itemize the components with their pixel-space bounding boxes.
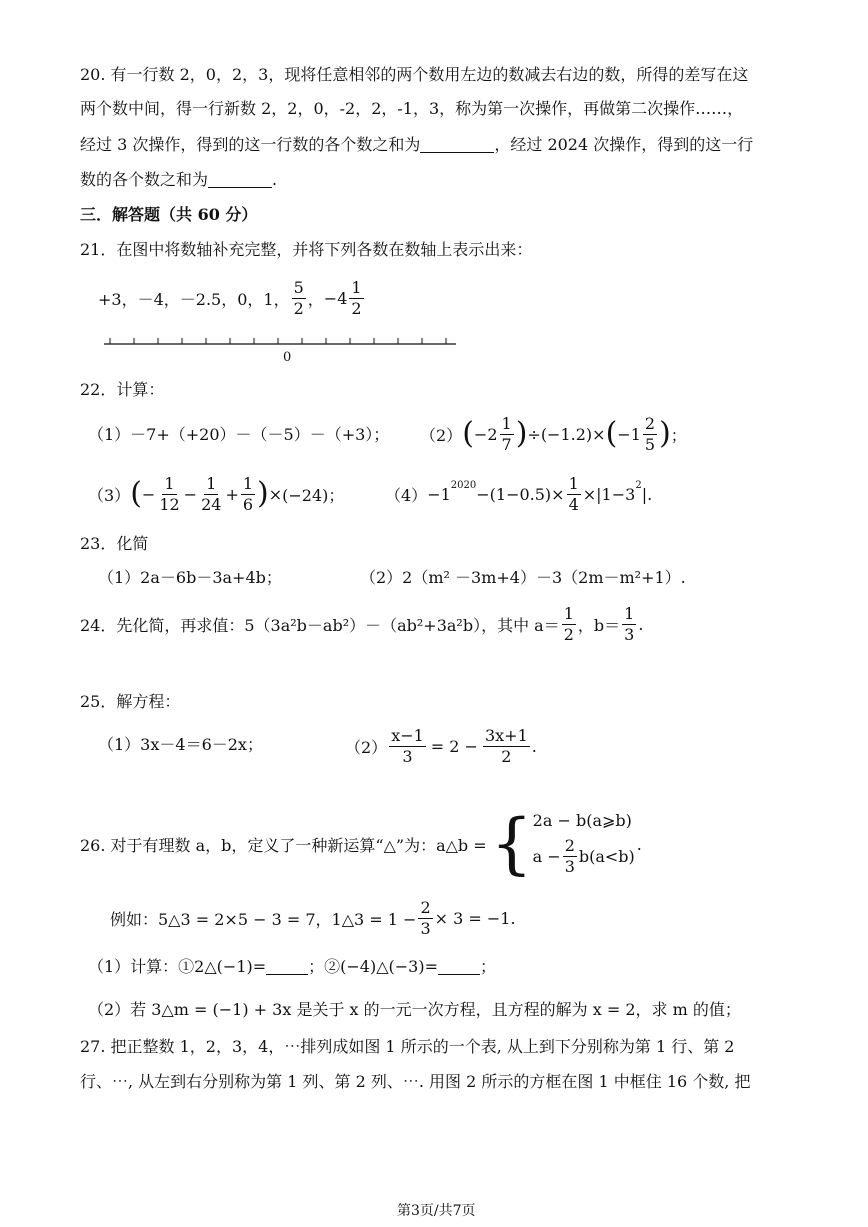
answer-blank-3[interactable] [266,956,308,975]
q22-part3: （3） ( − $\frac{1}{12}$ − $\frac{1}{24}$ + $\frac{1}{6}$ ) × (−24)； [88,473,345,514]
q23-part2: （2）2（m² －3m+4）－3（2m－m²+1）. [360,568,686,587]
q20-line4: 数的各个数之和为 . [80,170,278,189]
q23-title: 23．化简 [80,534,149,553]
q20-line2: 两个数中间，得一行新数 2，2，0，-2，2，-1，3，称为第一次操作，再做第二次操作……， [80,99,744,118]
q26-definition: 26. 对于有理数 a，b，定义了一种新运算“△”为：a△b = { 2a − b(a⩾b) a − $\frac{2}{3}$ b(a<b) . [80,805,642,882]
answer-blank-4[interactable] [438,956,480,975]
page-number: 第3页/共7页 [397,1203,476,1219]
q25-part1: （1）3x－4＝6－2x； [98,735,263,754]
q20-line3: 经过 3 次操作，得到的这一行数的各个数之和为 ，经过 2024 次操作，得到的这一行 [80,135,754,154]
q27-line1: 27. 把正整数 1，2，3，4，⋯排列成如图 1 所示的一个表, 从上到下分别称为第 1 行、第 2 [80,1037,735,1056]
q25-title: 25．解方程： [80,692,181,711]
answer-blank-2[interactable] [208,169,272,188]
mixed-number: −4 $\frac{1}{2}$ [323,277,362,318]
fraction: $\frac{5}{2}$ [293,277,304,318]
q26-part2: （2）若 3△m = (−1) + 3x 是关于 x 的一元一次方程，且方程的解为 x = 2，求 m 的值； [88,1000,741,1019]
q21-numbers: +3，－4，－2.5，0，1， $\frac{5}{2}$ ， −4 $\frac{1}{2}$ [98,276,366,320]
answer-blank-1[interactable] [420,134,494,153]
section-title: 三．解答题（共 60 分） [80,205,258,224]
q22-part4: （4） −1 $^{2020}$ −(1−0.5)× $\frac{1}{4}$ ×|1−3 $^2$ |. [385,473,653,514]
q21-text: 21．在图中将数轴补充完整，并将下列各数在数轴上表示出来： [80,240,533,259]
q27-line2: 行、⋯, 从左到右分别称为第 1 列、第 2 列、⋯. 用图 2 所示的方框在图 1 中框住 16 个数, 把 [80,1072,751,1091]
q23-part1: （1）2a－6b－3a+4b； [98,568,282,587]
number-line[interactable] [100,330,460,350]
q25-part2: （2） $\frac{x-1}{3}$ = 2 − $\frac{3x+1}{2}$ . [345,725,537,766]
q20-line1: 20. 有一行数 2，0，2，3，现将任意相邻的两个数用左边的数减去右边的数，所得的差写在这 [80,65,749,84]
q26-part1: （1）计算：①2△(−1)= ；②(−4)△(−3)= ； [88,957,497,976]
q26-example: 例如：5△3 = 2×5 − 3 = 7，1△3 = 1 − $\frac{2}{3}$ × 3 = −1. [110,897,516,938]
q24: 24．先化简，再求值：5（3a²b－ab²）－（ab²+3a²b），其中 a＝ $\frac{1}{2}$ ，b＝ $\frac{1}{3}$ . [80,603,644,644]
q22-part2: （2） ( −2 $\frac{1}{7}$ ) ÷(−1.2)× ( −1 $\frac{2}{5}$ ) ； [420,413,687,454]
q22-title: 22．计算： [80,380,165,399]
number-line-zero-label: 0 [283,350,292,365]
q22-part1: （1）－7+（+20）－（－5）－（+3）； [88,425,390,444]
